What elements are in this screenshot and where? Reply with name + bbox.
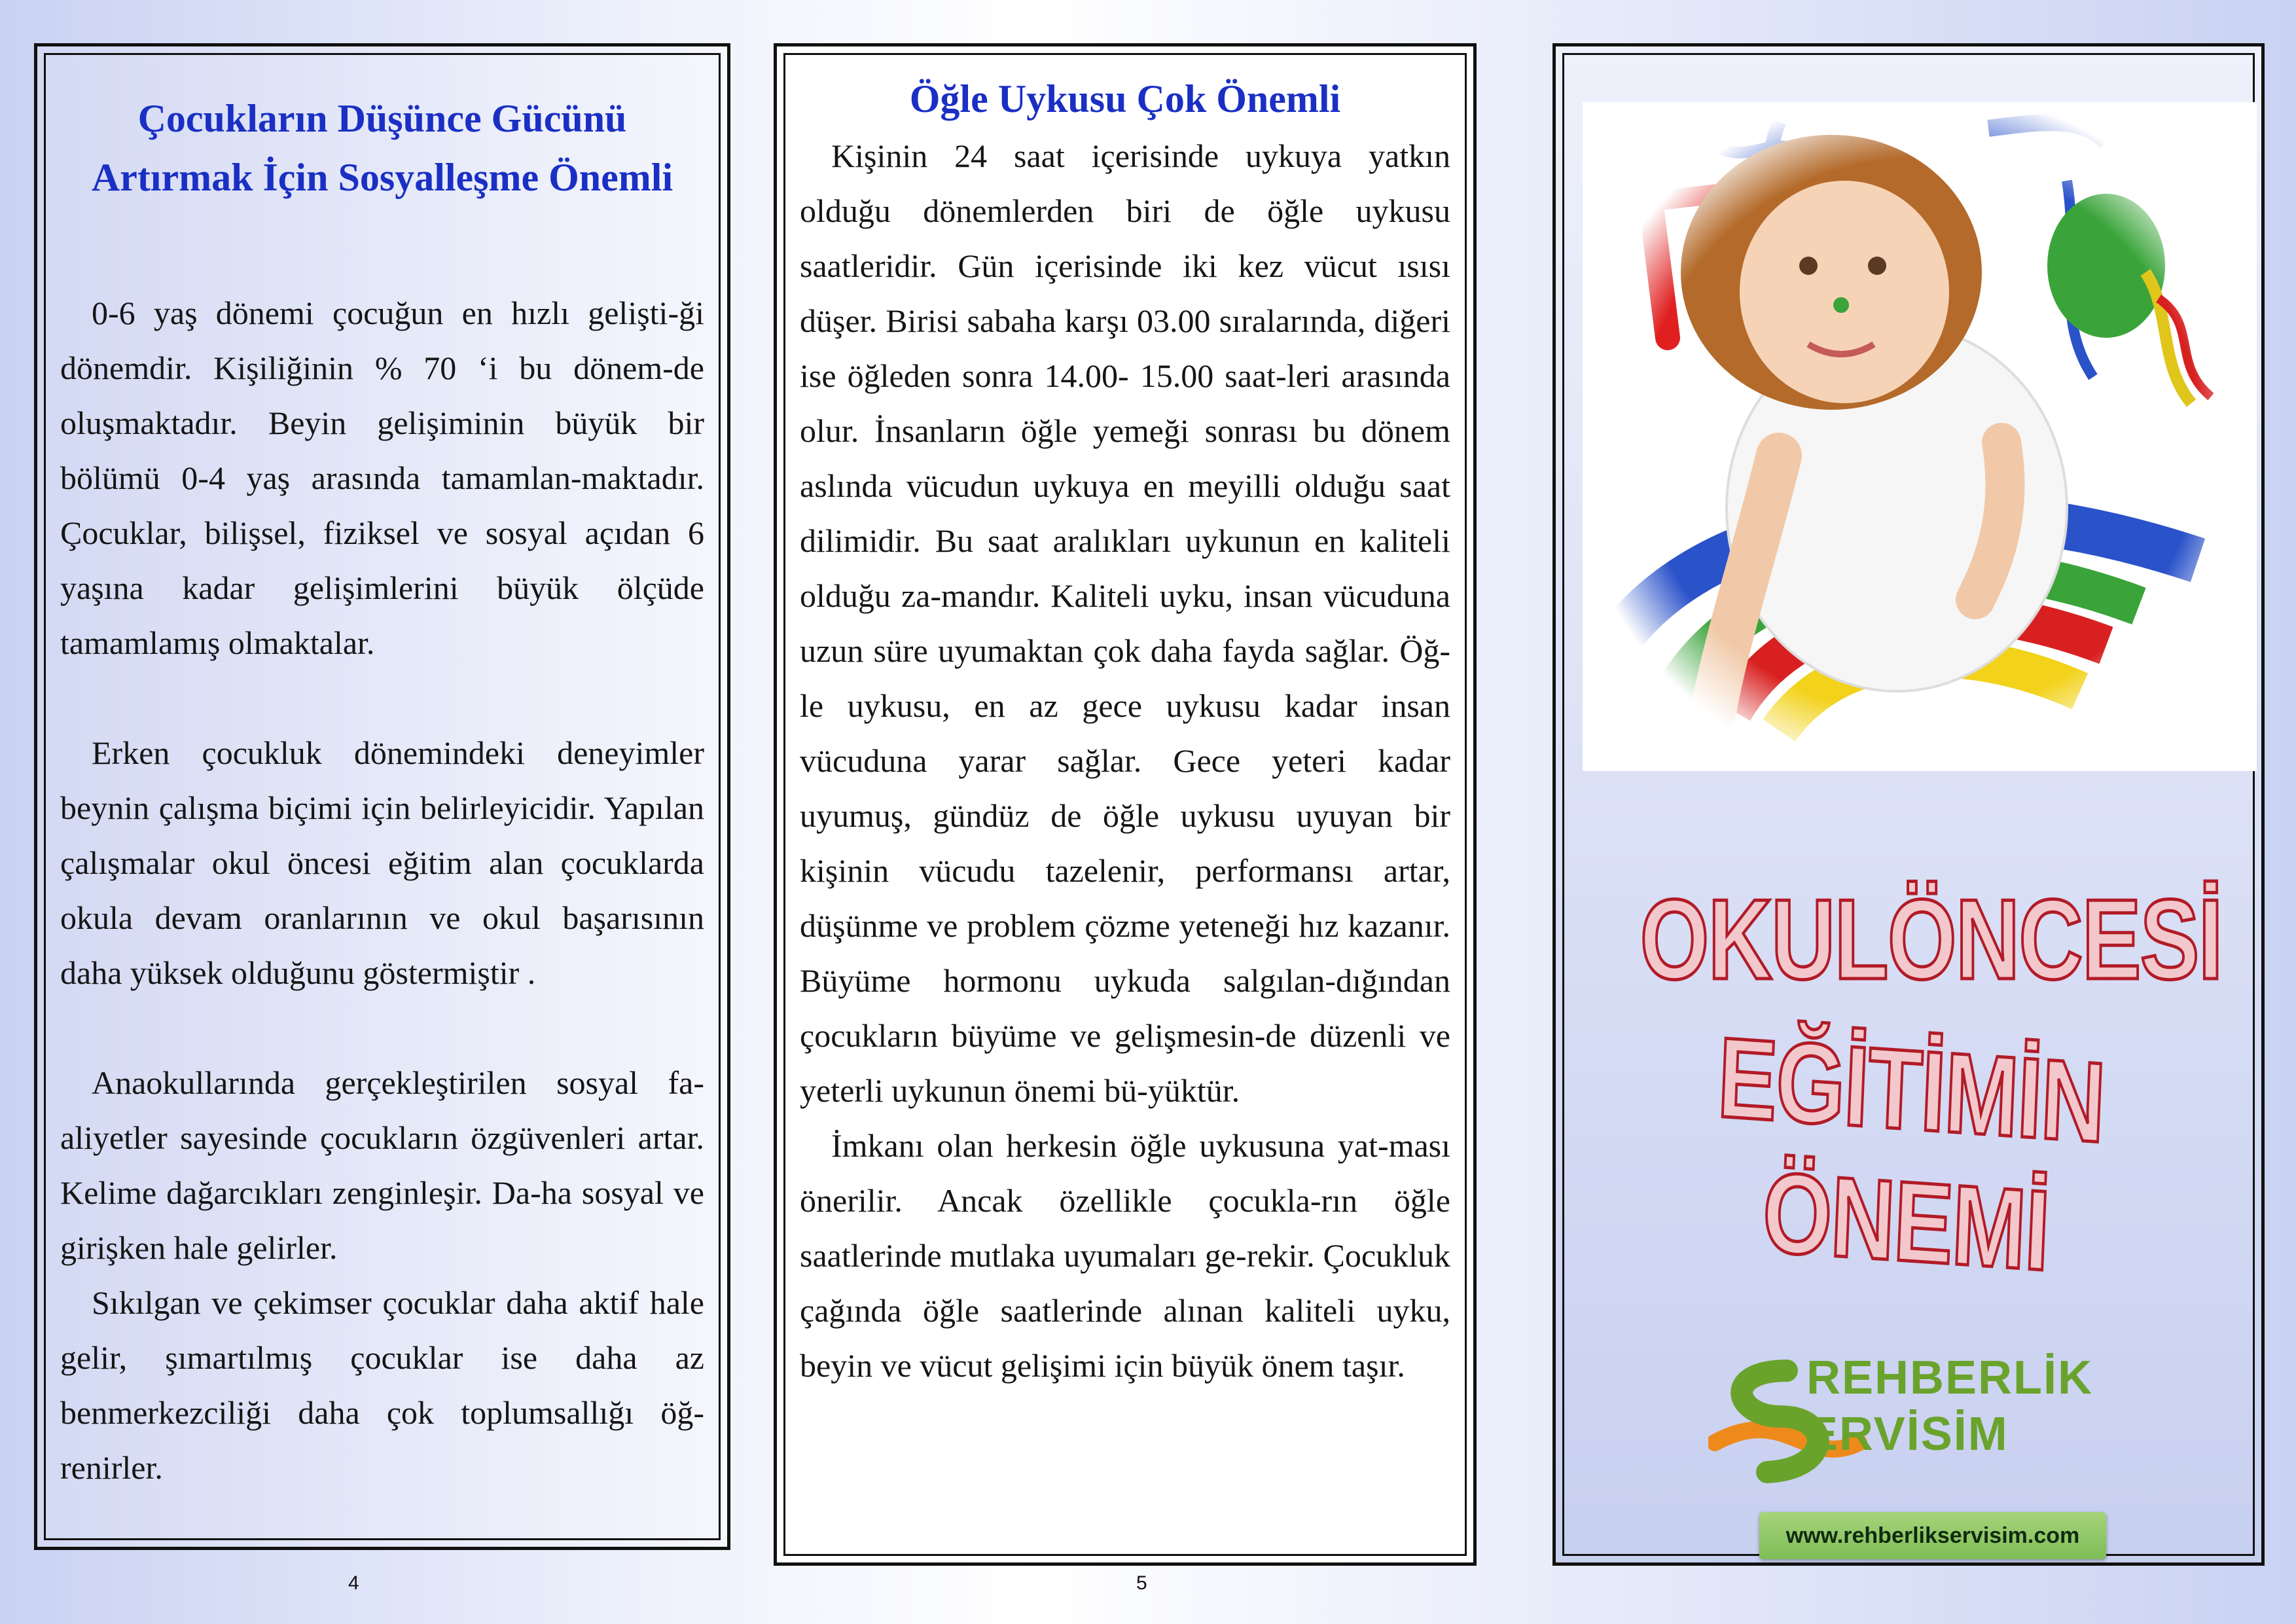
child-painting-image (1583, 102, 2257, 771)
left-paragraph-1: 0-6 yaş dönemi çocuğun en hızlı gelişti-ği dönemdir. Kişiliğinin % 70 ‘i bu dönem-de oluşmaktadır. Beyin gelişiminin büyük bir bölümü 0-4 yaş arasında tamamlan-maktadır. Çocuklar, bilişsel, fiziksel ve sosyal açıdan 6 yaşına kadar gelişimlerini büyük ölçüde tamamlamış olmaktalar. (60, 295, 704, 661)
left-paragraph-4: Sıkılgan ve çekimser çocuklar daha aktif hale gelir, şımartılmış çocuklar ise daha az benmerkezciliği daha çok toplumsallığı öğ-renirler. (60, 1284, 704, 1486)
cover-title-line-1: OKULÖNCESİ (1640, 875, 2222, 1003)
left-paragraph-3: Anaokullarında gerçekleştirilen sosyal fa-aliyetler sayesinde çocukların özgüvenleri artar. Kelime dağarcıkları zenginleşir. Da-ha sosyal ve girişken hale gelirler. (60, 1064, 704, 1266)
middle-panel-heading: Öğle Uykusu Çok Önemli (909, 77, 1341, 120)
page-number-5: 5 (1136, 1572, 1147, 1594)
cover-panel-frame (1562, 53, 2255, 1556)
logo-text-rehberlik: REHBERLİK (1806, 1352, 2094, 1404)
left-panel (34, 43, 730, 1550)
middle-paragraph-1: Kişinin 24 saat içerisinde uykuya yatkın olduğu dönemlerden biri de öğle uykusu saatleridir. Gün içerisinde iki kez vücut ısısı düşer. Birisi sabaha karşı 03.00 sıralarında, diğeri ise öğleden sonra 14.00- 15.00 saat-leri arasında olur. İnsanların öğle yemeği sonrası bu dönem aslında vücudun uykuya en meyilli olduğu saat dilimidir. Bu saat aralıkları uykunun en kaliteli olduğu za-mandır. Kaliteli uyku, insan vücuduna uzun süre uyumaktan çok daha fayda sağlar. Öğ-le uykusu, en az gece uykusu kadar insan vücuduna yarar sağlar. Gece yeteri kadar uyumuş, gündüz de öğle uykusu uyuyan bir kişinin vücudu tazelenir, performansı artar, düşünme ve problem çözme yeteneği hız kazanır. Büyüme hormonu uykuda salgılan-dığından çocukların büyüme ve gelişmesin-de düzenli ve yeterli uykunun önemi bü-yüktür. (800, 137, 1450, 1109)
page-number-4: 4 (348, 1572, 359, 1594)
cover-title-line-2: EĞİTİMİN ÖNEMİ (1715, 1013, 2108, 1295)
cover-panel (1552, 43, 2265, 1566)
left-panel-heading: Çocukların Düşünce Gücünü Artırmak İçin Sosyalleşme Önemli (91, 97, 673, 199)
child-painting-rainbow-illustration (1583, 102, 2257, 771)
left-paragraph-2: Erken çocukluk dönemindeki deneyimler beynin çalışma biçimi için belirleyicidir. Yapılan çalışmalar okul öncesi eğitim alan çocuklarda okula devam oranlarının ve okul başarısının daha yüksek olduğunu göstermiştir . (60, 734, 704, 991)
middle-panel (774, 43, 1477, 1566)
middle-panel-frame (783, 53, 1467, 1556)
left-panel-frame (44, 53, 721, 1540)
middle-paragraph-2: İmkanı olan herkesin öğle uykusuna yat-ması önerilir. Ancak özellikle çocukla-rın öğle saatlerinde mutlaka uyumaları ge-rekir. Çocukluk çağında öğle saatlerinde alınan kaliteli uyku, beyin ve vücut gelişimi için büyük önem taşır. (800, 1127, 1450, 1384)
rehberlik-servisim-logo (1708, 1344, 2127, 1489)
logo-text-servisim: ERVİSİM (1806, 1408, 2009, 1460)
website-url[interactable]: www.rehberlikservisim.com (1759, 1512, 2106, 1559)
